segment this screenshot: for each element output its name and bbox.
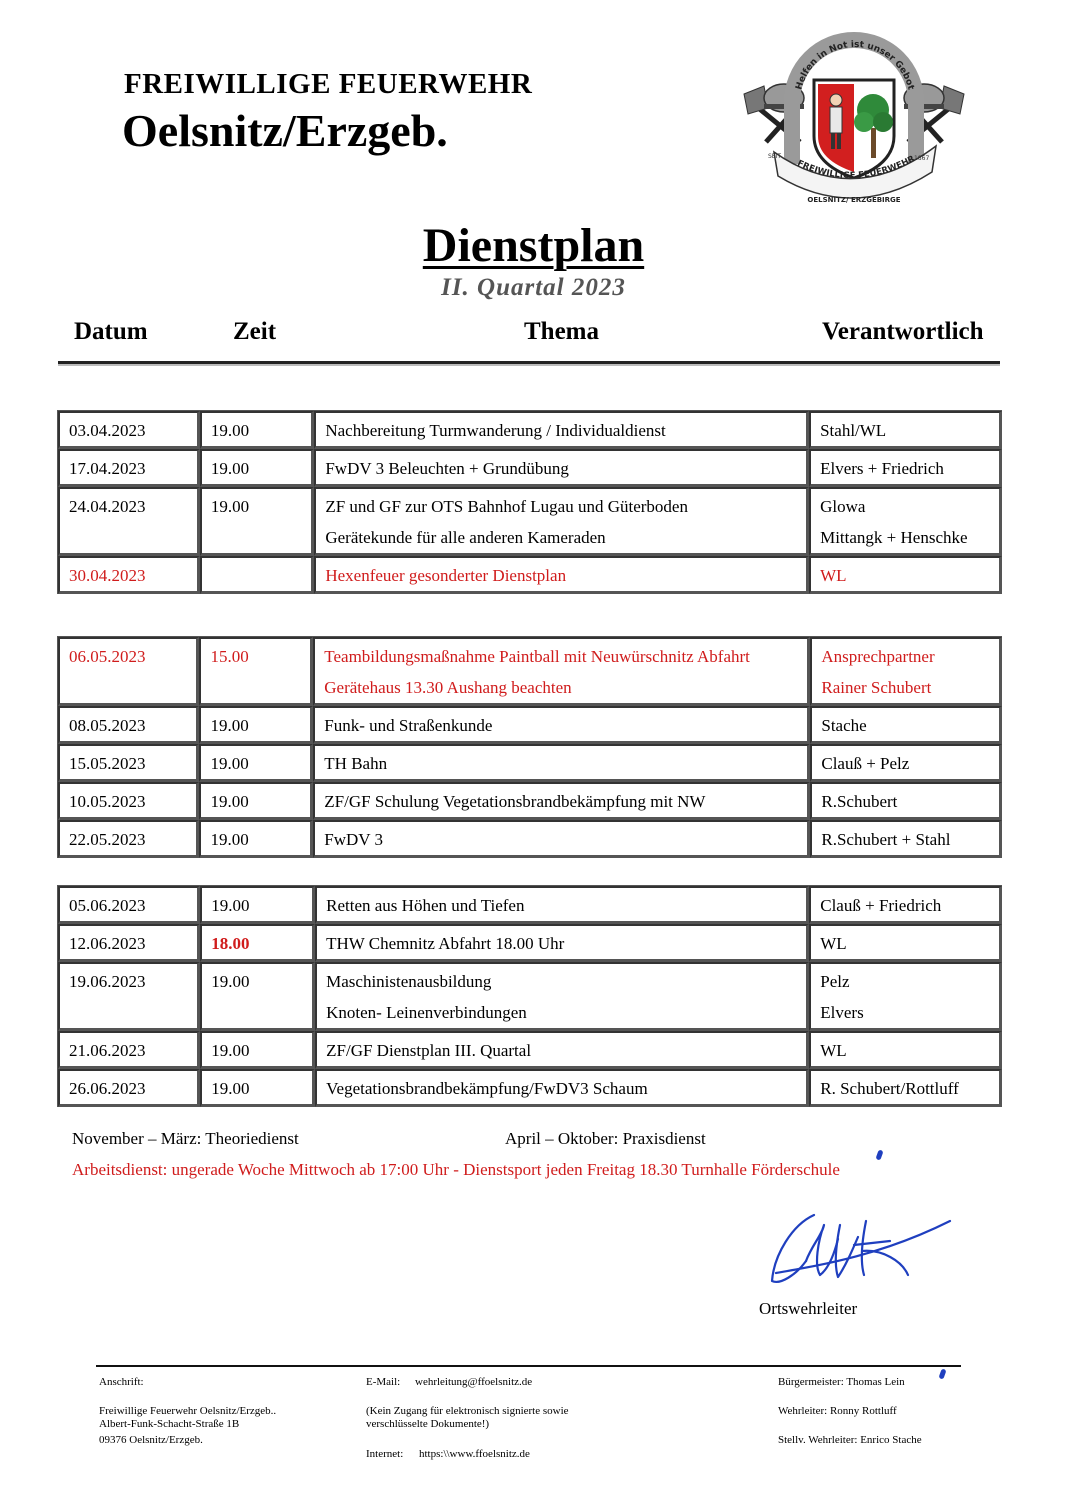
note-praxisdienst: April – Oktober: Praxisdienst bbox=[505, 1129, 706, 1148]
cell-verantwortlich-line: Ansprechpartner bbox=[821, 647, 935, 666]
cell-zeit bbox=[200, 556, 314, 594]
table-row-highlighted bbox=[58, 637, 1002, 706]
column-header-zeit: Zeit bbox=[233, 318, 277, 345]
footer-buergermeister: Bürgermeister: Thomas Lein bbox=[778, 1376, 905, 1388]
cell-datum: 03.04.2023 bbox=[58, 411, 200, 449]
table-row bbox=[58, 782, 1002, 820]
cell-verantwortlich bbox=[809, 556, 1002, 594]
cell-verantwortlich-line: Mittangk + Henschke bbox=[820, 528, 968, 547]
table-row bbox=[58, 1031, 1002, 1069]
signature-role: Ortswehrleiter bbox=[759, 1299, 858, 1318]
cell-verantwortlich bbox=[810, 706, 1002, 744]
footer-email-note-line1: (Kein Zugang für elektronisch signierte sowie bbox=[366, 1405, 569, 1417]
column-header-verantwortlich: Verantwortlich bbox=[822, 318, 984, 345]
cell-thema-line: ZF und GF zur OTS Bahnhof Lugau und Güterboden bbox=[325, 497, 688, 516]
cell-thema bbox=[315, 962, 809, 1031]
cell-thema bbox=[314, 487, 809, 556]
cell-thema-line: Knoten- Leinenverbindungen bbox=[326, 1003, 527, 1022]
table-row bbox=[58, 886, 1002, 924]
cell-thema-line: THW Chemnitz Abfahrt 18.00 Uhr bbox=[326, 934, 565, 953]
table-row bbox=[58, 820, 1002, 858]
document-title-text: Dienstplan bbox=[422, 219, 645, 272]
cell-datum: 10.05.2023 bbox=[58, 782, 199, 820]
schedule-table-juni bbox=[57, 885, 1002, 1107]
cell-thema-line: Maschinistenausbildung bbox=[326, 972, 492, 991]
cell-thema-line: Funk- und Straßenkunde bbox=[324, 716, 493, 735]
cell-zeit: 19.00 bbox=[199, 820, 313, 858]
note-arbeitsdienst: Arbeitsdienst: ungerade Woche Mittwoch ab 17:00 Uhr - Dienstsport jeden Freitag 18.30 Turnhalle Förderschule bbox=[72, 1160, 840, 1179]
cell-verantwortlich bbox=[809, 411, 1002, 449]
cell-verantwortlich-line: Stahl/WL bbox=[820, 421, 887, 440]
cell-verantwortlich bbox=[809, 1031, 1002, 1069]
cell-thema-line: Vegetationsbrandbekämpfung/FwDV3 Schaum bbox=[326, 1079, 648, 1098]
cell-zeit: 19.00 bbox=[199, 744, 313, 782]
cell-zeit: 19.00 bbox=[199, 706, 313, 744]
cell-datum: 05.06.2023 bbox=[58, 886, 200, 924]
cell-datum: 19.06.2023 bbox=[58, 962, 200, 1031]
cell-datum: 17.04.2023 bbox=[58, 449, 200, 487]
cell-verantwortlich-line: Elvers + Friedrich bbox=[820, 459, 944, 478]
footer-anschrift-label: Anschrift: bbox=[99, 1376, 144, 1388]
cell-datum: 22.05.2023 bbox=[58, 820, 199, 858]
cell-datum: 06.05.2023 bbox=[58, 637, 199, 706]
footer-anschrift-line1: Freiwillige Feuerwehr Oelsnitz/Erzgeb.. bbox=[99, 1405, 277, 1417]
cell-verantwortlich-line: Stache bbox=[821, 716, 867, 735]
org-name-line1: FREIWILLIGE FEUERWEHR bbox=[124, 68, 533, 100]
footer-email-label: E-Mail: bbox=[366, 1376, 401, 1388]
cell-datum: 08.05.2023 bbox=[58, 706, 199, 744]
cell-thema bbox=[314, 449, 809, 487]
cell-thema bbox=[313, 706, 810, 744]
table-row bbox=[58, 962, 1002, 1031]
footer-stellv-wehrleiter: Stellv. Wehrleiter: Enrico Stache bbox=[778, 1434, 922, 1446]
footer-internet-label: Internet: bbox=[366, 1448, 404, 1460]
org-name-line2: Oelsnitz/Erzgeb. bbox=[122, 105, 448, 156]
cell-zeit: 19.00 bbox=[200, 886, 315, 924]
logo-seit: SEIT bbox=[768, 153, 782, 160]
cell-zeit: 19.00 bbox=[200, 1069, 315, 1107]
cell-verantwortlich bbox=[809, 962, 1002, 1031]
fire-brigade-emblem-logo bbox=[738, 24, 970, 214]
cell-zeit: 19.00 bbox=[200, 449, 314, 487]
cell-thema-line: ZF/GF Schulung Vegetationsbrandbekämpfung mit NW bbox=[324, 792, 706, 811]
table-row bbox=[58, 706, 1002, 744]
cell-datum: 21.06.2023 bbox=[58, 1031, 200, 1069]
cell-verantwortlich-line: Clauß + Pelz bbox=[821, 754, 910, 773]
cell-verantwortlich-line: WL bbox=[820, 1041, 847, 1060]
footer-wehrleiter: Wehrleiter: Ronny Rottluff bbox=[778, 1405, 897, 1417]
cell-thema bbox=[313, 744, 810, 782]
column-header-thema: Thema bbox=[524, 318, 599, 345]
ink-mark-icon bbox=[938, 1368, 946, 1379]
cell-thema-line: Retten aus Höhen und Tiefen bbox=[326, 896, 525, 915]
cell-verantwortlich bbox=[809, 924, 1002, 962]
cell-verantwortlich bbox=[810, 782, 1002, 820]
cell-datum: 30.04.2023 bbox=[58, 556, 200, 594]
table-row bbox=[58, 411, 1002, 449]
cell-zeit: 19.00 bbox=[200, 411, 314, 449]
cell-datum: 12.06.2023 bbox=[58, 924, 200, 962]
cell-verantwortlich-line: WL bbox=[820, 566, 847, 585]
footer-email-link[interactable]: wehrleitung@ffoelsnitz.de bbox=[415, 1376, 533, 1388]
logo-ribbon-line1: FREIWILLIGE FEUERWEHR bbox=[795, 154, 917, 181]
cell-verantwortlich bbox=[809, 487, 1002, 556]
cell-datum: 24.04.2023 bbox=[58, 487, 200, 556]
cell-verantwortlich-line: Rainer Schubert bbox=[821, 678, 932, 697]
logo-arc-text: Helfen in Not ist unser Gebot bbox=[794, 39, 916, 91]
cell-thema-line: ZF/GF Dienstplan III. Quartal bbox=[326, 1041, 532, 1060]
footer-anschrift-line3: 09376 Oelsnitz/Erzgeb. bbox=[99, 1434, 203, 1446]
footer-internet-link[interactable]: https:\\www.ffoelsnitz.de bbox=[419, 1448, 530, 1460]
cell-thema-line: TH Bahn bbox=[324, 754, 388, 773]
cell-verantwortlich-line: Elvers bbox=[820, 1003, 864, 1022]
table-row bbox=[58, 744, 1002, 782]
table-row bbox=[58, 1069, 1002, 1107]
cell-zeit-highlighted: 18.00 bbox=[200, 924, 315, 962]
table-row bbox=[58, 924, 1002, 962]
document-title bbox=[0, 218, 1067, 273]
cell-verantwortlich bbox=[810, 744, 1002, 782]
cell-datum: 26.06.2023 bbox=[58, 1069, 200, 1107]
column-header-datum: Datum bbox=[74, 318, 148, 345]
cell-verantwortlich-line: Glowa bbox=[820, 497, 866, 516]
cell-verantwortlich bbox=[809, 449, 1002, 487]
cell-verantwortlich-line: R. Schubert/Rottluff bbox=[820, 1079, 959, 1098]
cell-thema-line: Hexenfeuer gesonderter Dienstplan bbox=[325, 566, 567, 585]
schedule-table-mai bbox=[57, 636, 1002, 858]
cell-thema-line: Nachbereitung Turmwanderung / Individualdienst bbox=[325, 421, 666, 440]
cell-verantwortlich-line: Pelz bbox=[820, 972, 850, 991]
cell-thema-line: Gerätehaus 13.30 Aushang beachten bbox=[324, 678, 572, 697]
cell-thema-line: FwDV 3 Beleuchten + Grundübung bbox=[325, 459, 569, 478]
cell-verantwortlich-line: Clauß + Friedrich bbox=[820, 896, 942, 915]
cell-verantwortlich-line: R.Schubert + Stahl bbox=[821, 830, 951, 849]
cell-zeit: 19.00 bbox=[199, 782, 313, 820]
footer-anschrift-line2: Albert-Funk-Schacht-Straße 1B bbox=[99, 1418, 240, 1430]
cell-verantwortlich bbox=[810, 820, 1002, 858]
logo-year: 1867 bbox=[914, 155, 930, 162]
cell-zeit: 15.00 bbox=[199, 637, 313, 706]
footer-rule bbox=[96, 1365, 961, 1367]
cell-zeit: 19.00 bbox=[200, 487, 314, 556]
footer-email-note-line2: verschlüsselte Dokumente!) bbox=[366, 1418, 490, 1430]
cell-zeit: 19.00 bbox=[200, 962, 315, 1031]
cell-thema bbox=[313, 637, 810, 706]
header-rule bbox=[58, 361, 1000, 364]
cell-thema bbox=[314, 556, 809, 594]
ink-mark-icon bbox=[875, 1149, 883, 1160]
cell-verantwortlich bbox=[809, 886, 1002, 924]
cell-thema bbox=[315, 1069, 809, 1107]
cell-thema bbox=[314, 411, 809, 449]
schedule-table-april bbox=[57, 410, 1002, 594]
cell-verantwortlich bbox=[810, 637, 1002, 706]
cell-verantwortlich-line: WL bbox=[820, 934, 847, 953]
cell-thema-line: Teambildungsmaßnahme Paintball mit Neuwürschnitz Abfahrt bbox=[324, 647, 750, 666]
table-row bbox=[58, 449, 1002, 487]
cell-thema bbox=[313, 820, 810, 858]
cell-datum: 15.05.2023 bbox=[58, 744, 199, 782]
cell-thema bbox=[315, 886, 809, 924]
cell-zeit: 19.00 bbox=[200, 1031, 315, 1069]
logo-ribbon-line2: OELSNITZ/ ERZGEBIRGE bbox=[807, 196, 901, 204]
cell-thema bbox=[315, 924, 809, 962]
cell-thema-line: Gerätekunde für alle anderen Kameraden bbox=[325, 528, 606, 547]
table-row bbox=[58, 487, 1002, 556]
document-subtitle: II. Quartal 2023 bbox=[441, 274, 626, 301]
note-theoriedienst: November – März: Theoriedienst bbox=[72, 1129, 299, 1148]
cell-verantwortlich bbox=[809, 1069, 1002, 1107]
table-row-highlighted bbox=[58, 556, 1002, 594]
handwritten-signature bbox=[762, 1195, 962, 1295]
cell-thema bbox=[315, 1031, 809, 1069]
cell-thema bbox=[313, 782, 810, 820]
cell-thema-line: FwDV 3 bbox=[324, 830, 384, 849]
cell-verantwortlich-line: R.Schubert bbox=[821, 792, 898, 811]
